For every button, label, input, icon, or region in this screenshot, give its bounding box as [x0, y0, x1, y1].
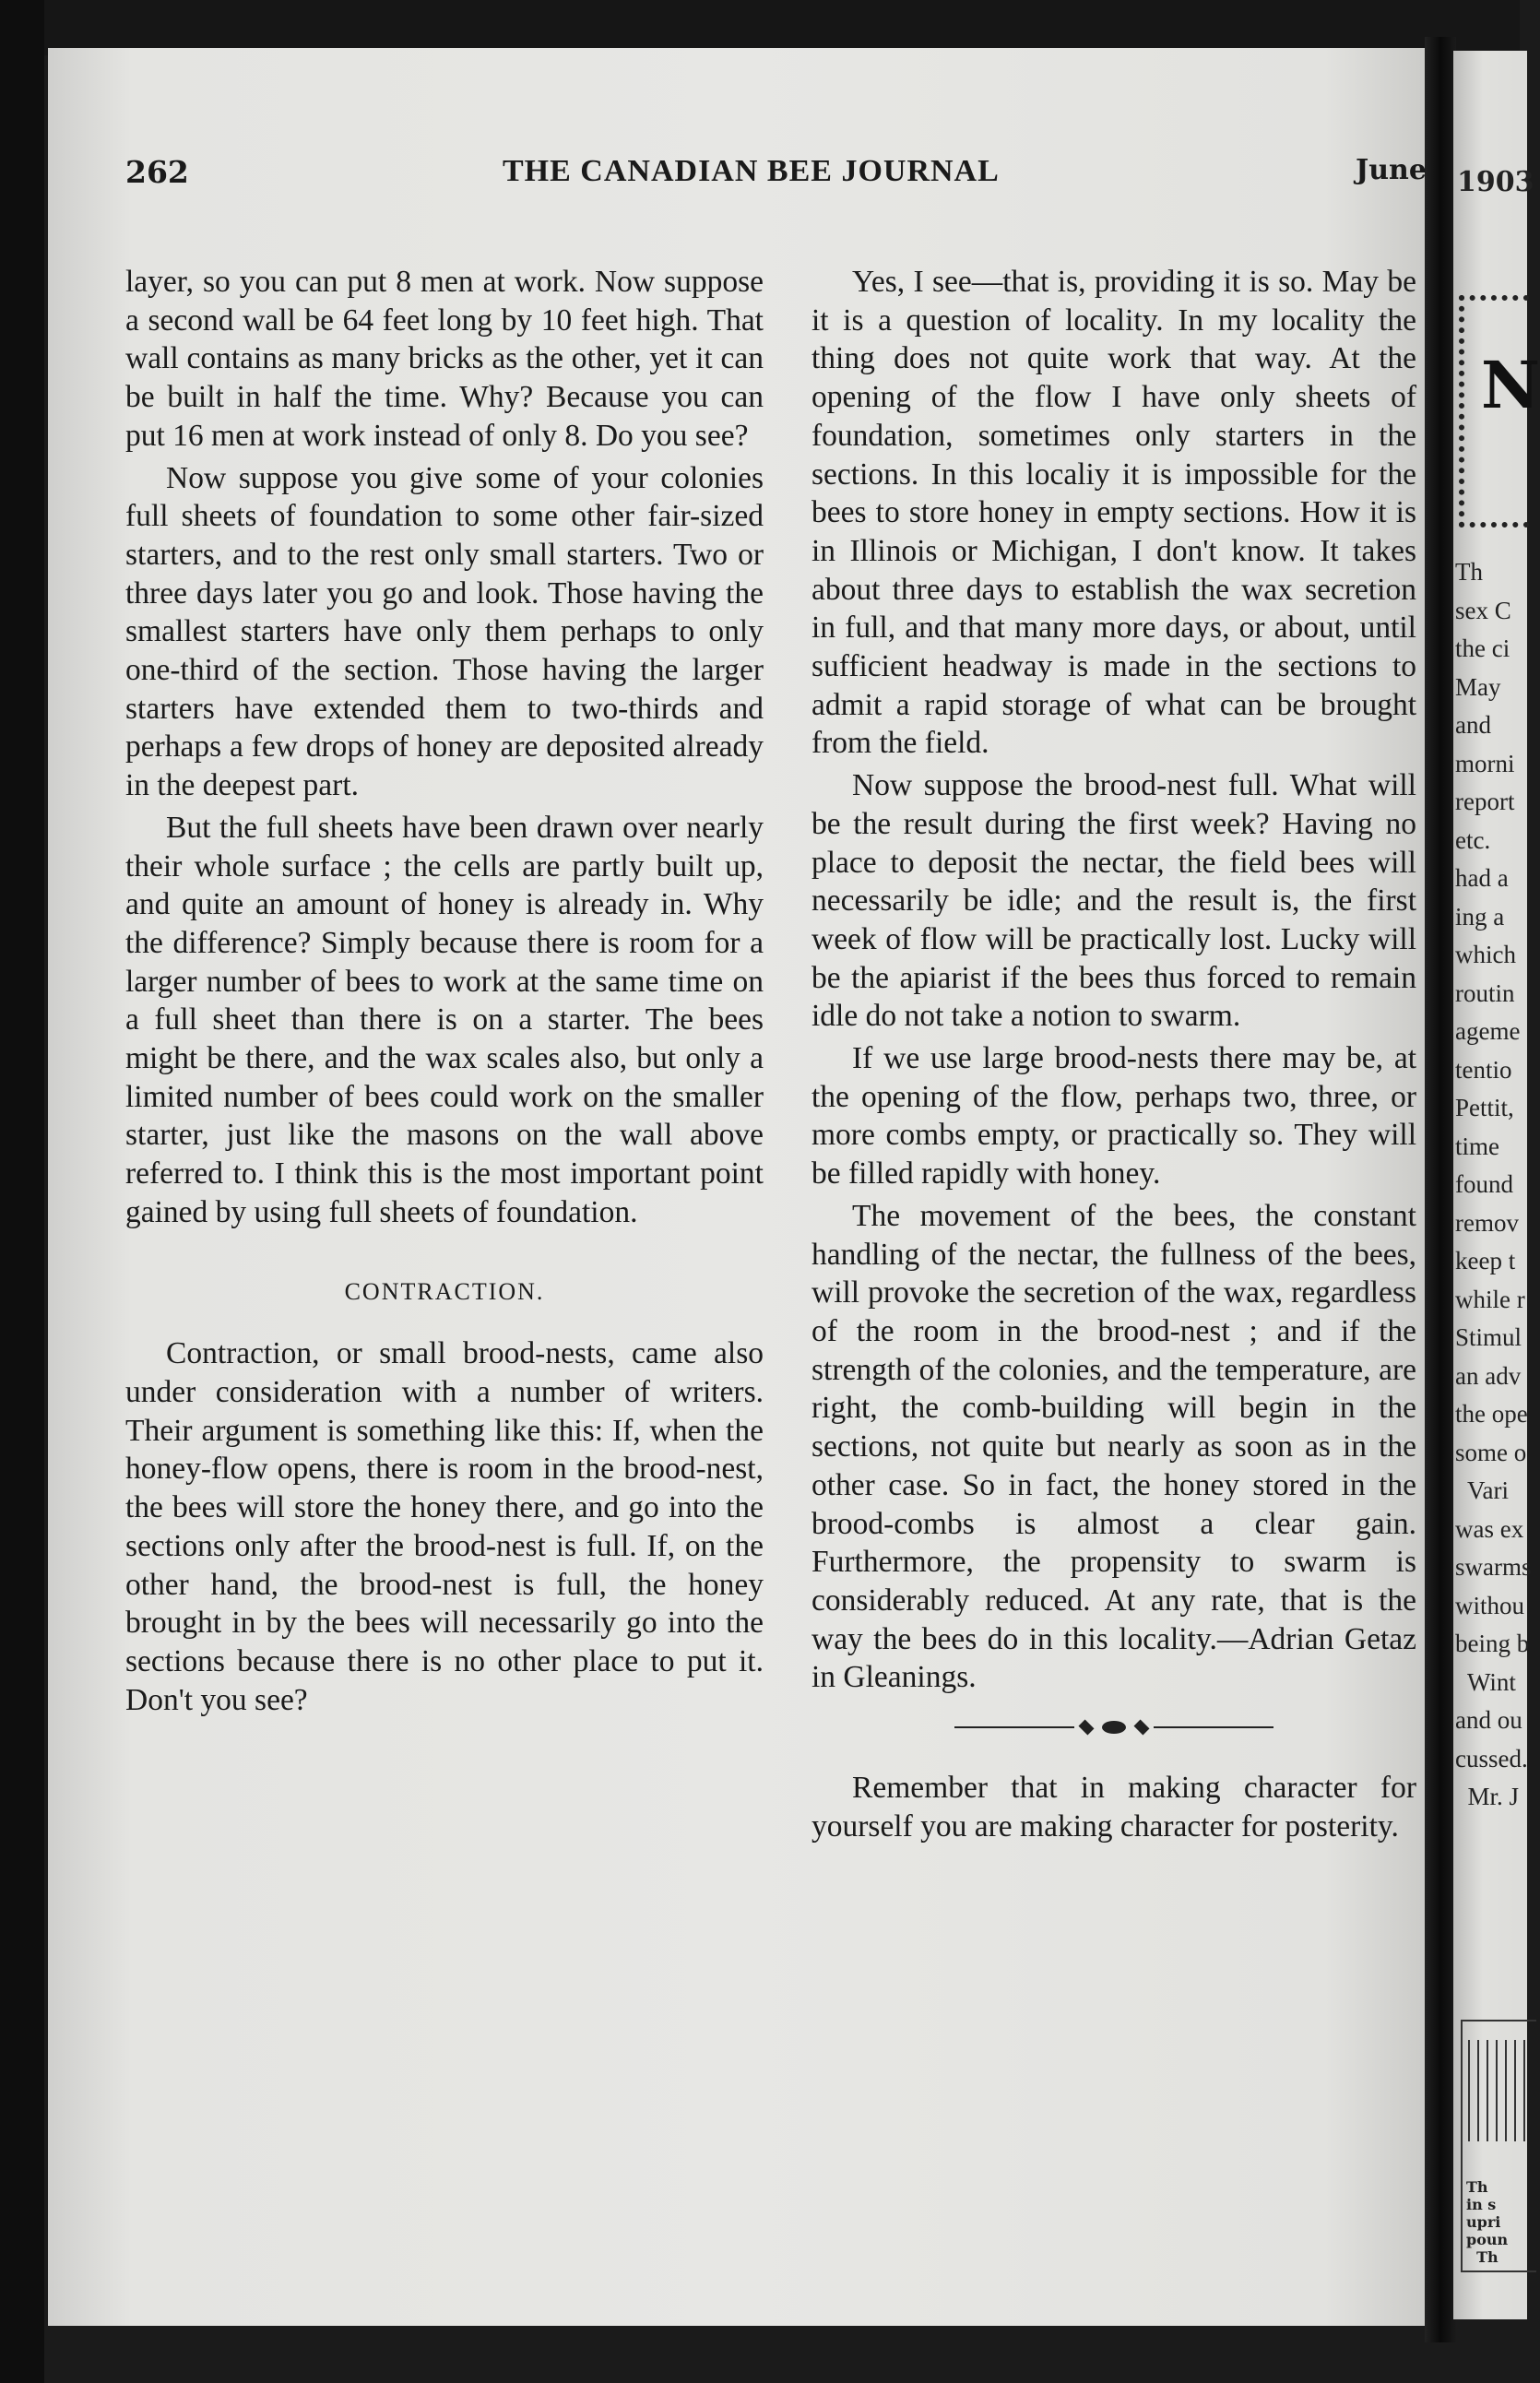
scan-border-top	[0, 0, 1520, 55]
paragraph: Contraction, or small brood-nests, came also under consideration with a number of writers. Their argument is something like this: If, when the honey-flow opens, there is room in the brood-nest, the bees will store the honey there, and go into the sections only after the brood-nest is full. If, on the other hand, the brood-nest is full, the honey brought in by the bees will necessarily go into the sections because there is no other place to put it. Don't you see?	[125, 1336, 764, 1717]
paragraph: layer, so you can put 8 men at work. Now suppose a second wall be 64 feet long by 10 feet high. That wall contains as many bricks as the other, yet it can be built in half the time. Why? Because you can put 16 men at work instead of only 8. Do you see?	[125, 265, 764, 453]
paragraph: Now suppose the brood-nest full. What will be the result during the first week? Having no place to deposit the nectar, the field bees will necessarily be idle; and the result is, the first week of flow will be practically lost. Lucky will be the apiarist if the bees thus forced to remain idle do not take a notion to swarm.	[811, 768, 1416, 1034]
advertisement-illustration	[1468, 2040, 1533, 2141]
running-month: June	[1356, 154, 1427, 186]
advertisement-text: Th in s upri poun Th	[1466, 2178, 1509, 2266]
paragraph: If we use large brood-nests there may be, at the opening of the flow, perhaps two, three, or more combs empty, or practically so. They will be filled rapidly with honey.	[811, 1041, 1416, 1192]
facing-page-initial: N	[1481, 347, 1540, 423]
section-divider-ornament	[811, 1713, 1416, 1741]
facing-page	[1453, 51, 1540, 2319]
facing-page-date: 1903	[1457, 166, 1534, 198]
paragraph: Remember that in making character for yourself you are making character for posterity.	[811, 1771, 1416, 1844]
facing-page-text: Th sex C the ci May and morni report etc. had a ing a which routin ageme tentio Pettit, time found remov keep t while r Stimul an adv the ope some o Vari was ex swarms withou being b Wint and ou cussed. Mr. J	[1455, 558, 1532, 1810]
paragraph: Now suppose you give some of your colonies full sheets of foundation to some other fair-sized starters, and to the rest only small starters. Two or three days later you go and look. Those having the smallest starters have only them perhaps to only one-third of the section. Those having the larger starters have extended them to two-thirds and perhaps a few drops of honey are deposited already in the deepest part.	[125, 460, 764, 803]
book-gutter	[1425, 37, 1456, 2342]
right-column	[811, 263, 1416, 1849]
paragraph: The movement of the bees, the constant handling of the nectar, the fullness of the bees, will provoke the secretion of the wax, regardless of the room in the brood-nest ; and if the strength of the colonies, and the temperature, are right, the comb-building will begin in the sections, not quite but nearly as soon as in the other case. So in fact, the honey stored in the brood-combs is almost a clear gain. Furthermore, the propensity to swarm is considerably reduced. At any rate, that is the way the bees do in this locality.—Adrian Getaz in Gleanings.	[811, 1198, 1416, 1695]
facing-page-advertisement	[1461, 2020, 1536, 2272]
paragraph: Yes, I see—that is, providing it is so. May be it is a question of locality. In my locality the thing does not quite work that way. At the opening of the flow I have only sheets of foundation, sometimes only starters in the sections. In this localiy it is impossible for the bees to store honey in empty sections. How it is in Illinois or Michigan, I don't know. It takes about three days to establish the wax secretion in full, and that many more days, or about, until sufficient headway is made in the sections to admit a rapid storage of what can be brought from the field.	[811, 265, 1416, 761]
running-title: THE CANADIAN BEE JOURNAL	[503, 154, 1000, 188]
scan-border-left	[0, 0, 44, 2383]
facing-page-ornamental-heading	[1459, 295, 1540, 528]
page-number: 262	[125, 154, 189, 190]
paragraph: But the full sheets have been drawn over nearly their whole surface ; the cells are partly built up, and quite an amount of honey is already in. Why the difference? Simply because there is room for a larger number of bees to work at the same time on a full sheet than there is on a starter. The bees might be there, and the wax scales also, but only a limited number of bees could work on the smaller starter, just like the masons on the wall above referred to. I think this is the most important point gained by using full sheets of foundation.	[125, 810, 764, 1229]
left-column	[125, 263, 764, 1723]
section-heading: CONTRACTION.	[344, 1277, 545, 1305]
